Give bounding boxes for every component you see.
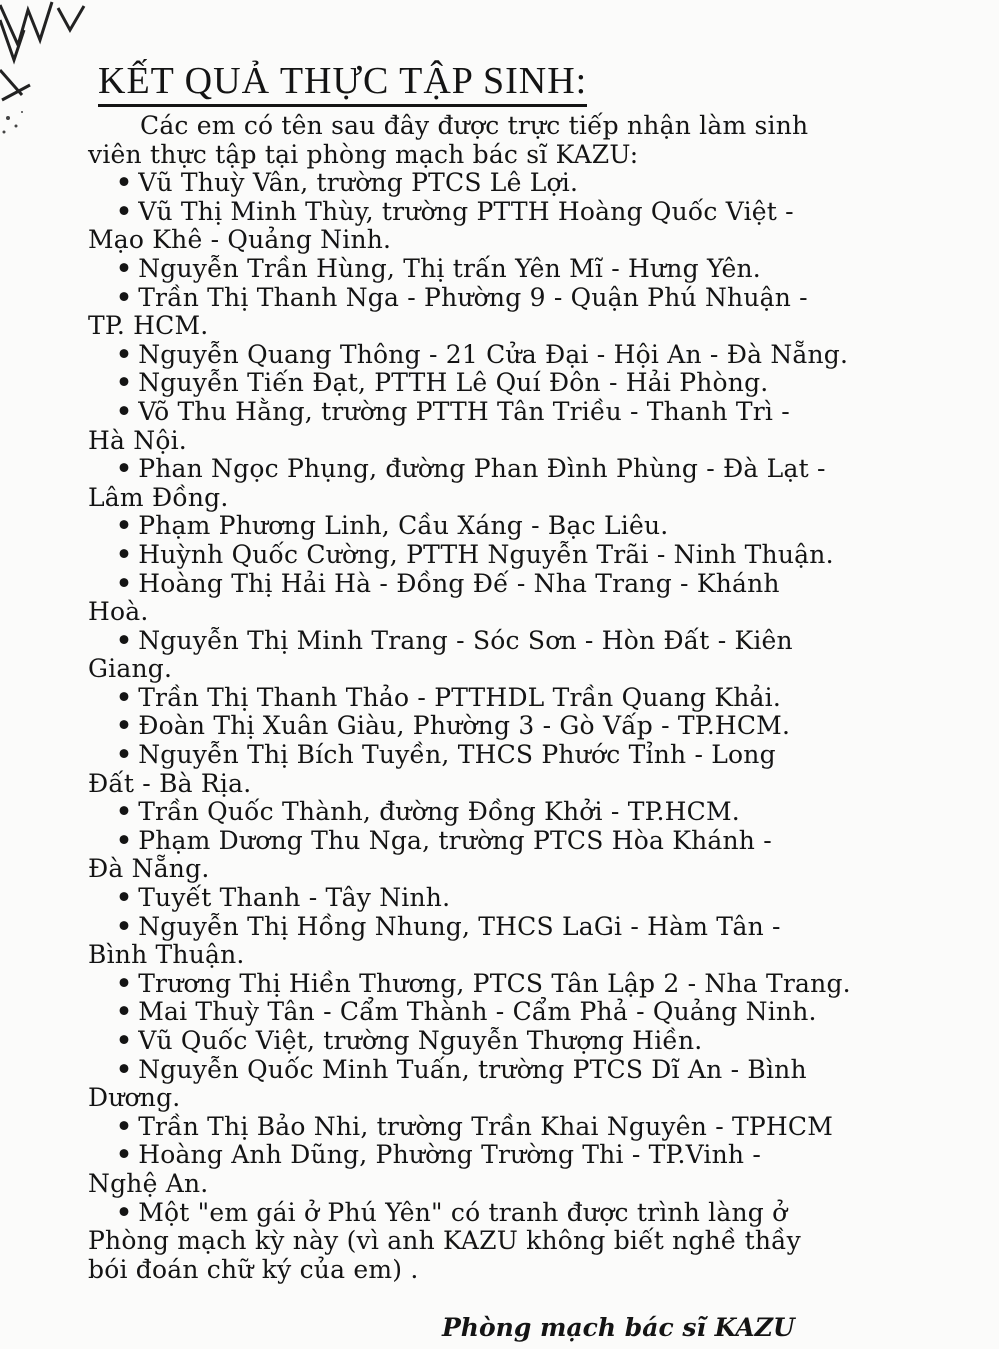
bullet-icon: • [116, 1026, 133, 1055]
list-item-text: Nguyễn Quang Thông - 21 Cửa Đại - Hội An - Đà Nẵng. [138, 339, 849, 369]
list-item [88, 455, 992, 484]
bullet-icon: • [116, 1197, 133, 1227]
list-item-text: bói đoán chữ ký của em) . [88, 1254, 419, 1284]
list-item-text: Mạo Khê - Quảng Ninh. [88, 225, 392, 255]
bullet-icon: • [116, 282, 133, 312]
list-item [88, 998, 992, 1027]
list-item-continuation [88, 427, 992, 456]
bullet-icon: • [116, 568, 133, 598]
list-item [88, 712, 992, 741]
list-item-text: Mai Thuỳ Tân - Cẩm Thành - Cẩm Phả - Quảng Ninh. [138, 997, 817, 1027]
bullet-icon: • [116, 396, 133, 426]
list-item-text: Nghệ An. [88, 1168, 209, 1198]
list-item-text: Vũ Quốc Việt, trường Nguyễn Thượng Hiền. [138, 1026, 703, 1055]
intro-line: Các em có tên sau đây được trực tiếp nhận làm sinh [140, 111, 809, 140]
list-item-continuation [88, 598, 992, 627]
list-item-text: Trần Thị Thanh Nga - Phường 9 - Quận Phú Nhuận - [138, 282, 808, 312]
list-item-text: Nguyễn Quốc Minh Tuấn, trường PTCS Dĩ An - Bình [138, 1054, 807, 1084]
bullet-icon: • [116, 883, 133, 913]
list-item-continuation [88, 226, 992, 255]
list-item-text: Hoàng Thị Hải Hà - Đồng Đế - Nha Trang - Khánh [138, 568, 780, 598]
list-item-continuation [88, 312, 992, 341]
article-body [88, 112, 992, 1284]
list-item [88, 798, 992, 827]
bullet-icon: • [116, 711, 133, 741]
list-item [88, 884, 992, 913]
list-item [88, 1027, 992, 1056]
list-item-text: Võ Thu Hằng, trường PTTH Tân Triều - Thanh Trì - [138, 396, 790, 426]
list-item-continuation [88, 655, 992, 684]
bullet-icon: • [116, 797, 133, 827]
bullet-icon: • [116, 253, 133, 283]
list-item-continuation [88, 1084, 992, 1113]
list-item-text: Giang. [88, 654, 173, 684]
list-item-text: Nguyễn Tiến Đạt, PTTH Lê Quí Đôn - Hải Phòng. [138, 368, 769, 398]
bullet-icon: • [116, 997, 133, 1027]
bullet-icon: • [116, 682, 133, 712]
list-item-text: Lâm Đồng. [88, 482, 229, 512]
list-item [88, 684, 992, 713]
list-item [88, 284, 992, 313]
list-item-text: Phan Ngọc Phụng, đường Phan Đình Phùng - Đà Lạt - [138, 454, 826, 484]
list-item-text: Đoàn Thị Xuân Giàu, Phường 3 - Gò Vấp - TP.HCM. [138, 711, 791, 741]
list-item-continuation [88, 1256, 992, 1285]
list-item-text: TP. HCM. [88, 311, 209, 341]
bullet-icon: • [116, 1054, 133, 1084]
list-item-text: Tuyết Thanh - Tây Ninh. [138, 883, 451, 913]
bullet-icon: • [116, 368, 133, 398]
list-item-text: Phạm Dương Thu Nga, trường PTCS Hòa Khánh - [138, 825, 772, 855]
page-title: KẾT QUẢ THỰC TẬP SINH: [98, 58, 587, 107]
bullet-icon: • [116, 740, 133, 770]
bullet-icon: • [116, 511, 133, 541]
list-item-continuation [88, 770, 992, 799]
bullet-icon: • [116, 168, 133, 198]
list-item [88, 198, 992, 227]
list-item-text: Vũ Thuỳ Vân, trường PTCS Lê Lợi. [138, 168, 579, 198]
list-item [88, 512, 992, 541]
bullet-icon: • [116, 625, 133, 655]
list-item-text: Dương. [88, 1083, 181, 1113]
list-item-text: Nguyễn Thị Bích Tuyền, THCS Phước Tỉnh - Long [138, 740, 776, 770]
bullet-icon: • [116, 825, 133, 855]
list-item-continuation [88, 484, 992, 513]
bullet-icon: • [116, 539, 133, 569]
list-item [88, 398, 992, 427]
list-item [88, 913, 992, 942]
list-item-text: Phòng mạch kỳ này (vì anh KAZU không biết nghề thầy [88, 1226, 802, 1256]
list-item-continuation [88, 1170, 992, 1199]
signature: Phòng mạch bác sĩ KAZU [442, 1313, 795, 1342]
bullet-icon: • [116, 339, 133, 369]
list-item [88, 570, 992, 599]
list-item-text: Đà Nẵng. [88, 854, 210, 884]
list-item-text: Hà Nội. [88, 425, 187, 455]
list-item [88, 970, 992, 999]
bullet-icon: • [116, 1111, 133, 1141]
list-item-continuation [88, 855, 992, 884]
list-item-continuation [88, 941, 992, 970]
bullet-icon: • [116, 1140, 133, 1170]
bullet-icon: • [116, 196, 133, 226]
list-item [88, 341, 992, 370]
bullet-icon: • [116, 968, 133, 998]
list-item-text: Hoàng Anh Dũng, Phường Trường Thi - TP.Vinh - [138, 1140, 761, 1170]
list-item [88, 1199, 992, 1228]
list-item [88, 1141, 992, 1170]
list-item-text: Nguyễn Trần Hùng, Thị trấn Yên Mĩ - Hưng Yên. [138, 253, 761, 283]
list-item-text: Trần Thị Bảo Nhi, trường Trần Khai Nguyên - TPHCM [138, 1111, 834, 1141]
intern-list [88, 169, 992, 1284]
list-item [88, 541, 992, 570]
list-item [88, 741, 992, 770]
list-item-text: Huỳnh Quốc Cường, PTTH Nguyễn Trãi - Ninh Thuận. [138, 539, 834, 569]
list-item-text: Trương Thị Hiền Thương, PTCS Tân Lập 2 - Nha Trang. [138, 968, 851, 998]
list-item-text: Vũ Thị Minh Thùy, trường PTTH Hoàng Quốc Việt - [138, 196, 794, 226]
list-item-text: Đất - Bà Rịa. [88, 768, 252, 798]
list-item-text: Nguyễn Thị Minh Trang - Sóc Sơn - Hòn Đất - Kiên [138, 625, 793, 655]
list-item-text: Trần Thị Thanh Thảo - PTTHDL Trần Quang Khải. [138, 682, 782, 712]
list-item [88, 169, 992, 198]
list-item [88, 255, 992, 284]
list-item-text: Bình Thuận. [88, 940, 245, 970]
list-item [88, 827, 992, 856]
list-item-continuation [88, 1227, 992, 1256]
list-item-text: Nguyễn Thị Hồng Nhung, THCS LaGi - Hàm Tân - [138, 911, 781, 941]
list-item [88, 627, 992, 656]
list-item-text: Trần Quốc Thành, đường Đồng Khởi - TP.HCM. [138, 797, 740, 827]
list-item [88, 1113, 992, 1142]
list-item-text: Một "em gái ở Phú Yên" có tranh được trình làng ở [138, 1197, 788, 1227]
intro-line: viên thực tập tại phòng mạch bác sĩ KAZU: [88, 139, 639, 169]
list-item-text: Hoà. [88, 597, 149, 627]
bullet-icon: • [116, 454, 133, 484]
list-item-text: Phạm Phương Linh, Cầu Xáng - Bạc Liêu. [138, 511, 669, 541]
bullet-icon: • [116, 911, 133, 941]
list-item [88, 369, 992, 398]
list-item [88, 1056, 992, 1085]
